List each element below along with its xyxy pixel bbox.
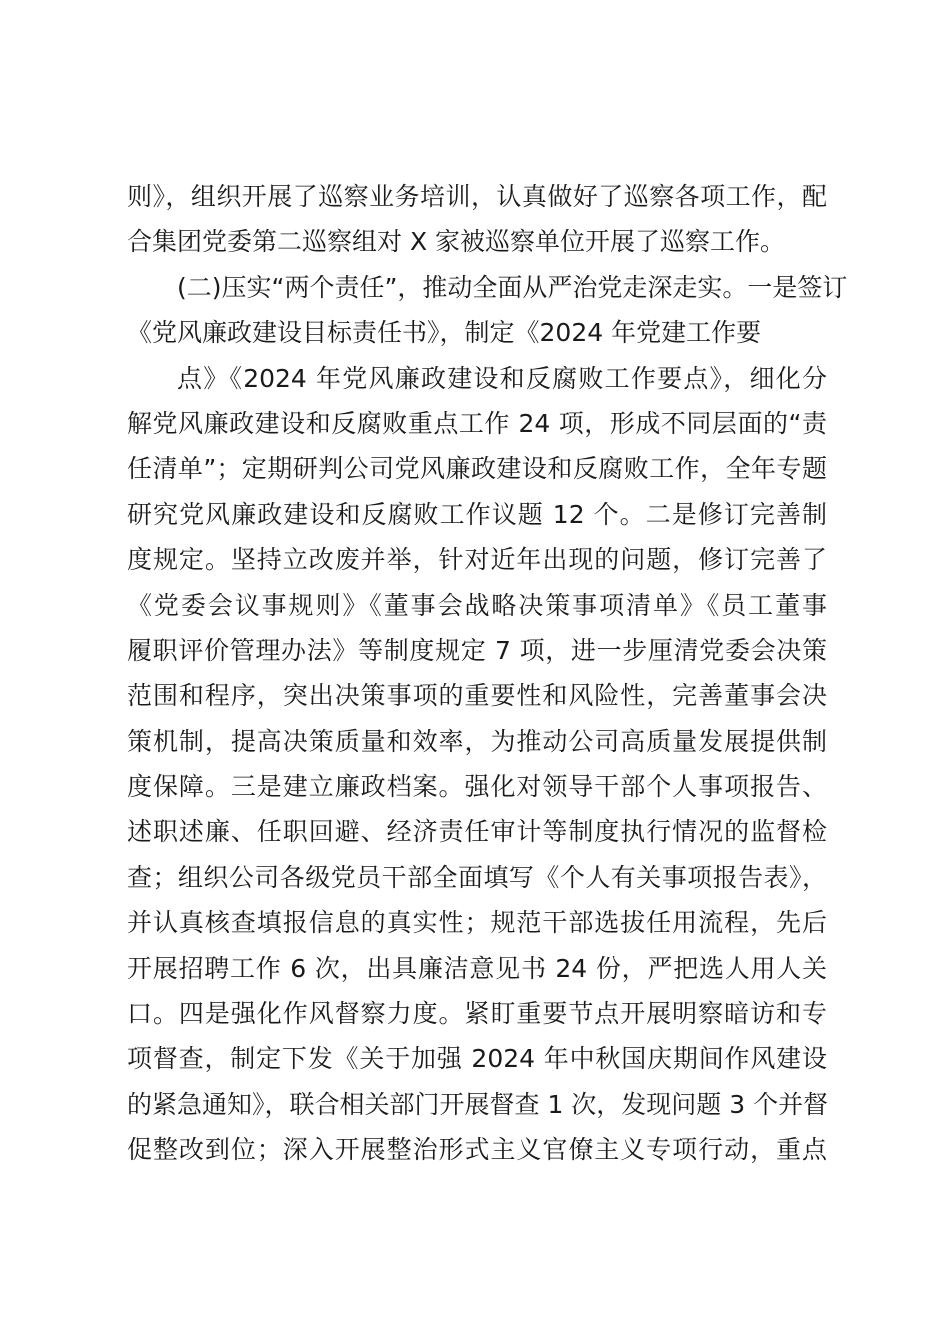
text-line: 并认真核查填报信息的真实性；规范干部选拔任用流程，先后 [127, 908, 827, 938]
text-line: 开展招聘工作 6 次，出具廉洁意见书 24 份，严把选人用人关 [127, 953, 827, 983]
text-line: 则》，组织开展了巡察业务培训，认真做好了巡察各项工作，配 [127, 182, 827, 211]
body-text [127, 174, 848, 1173]
text-line: 合集团党委第二巡察组对 X 家被巡察单位开展了巡察工作。 [127, 227, 786, 257]
text-line: 履职评价管理办法》等制度规定 7 项，进一步厘清党委会决策 [127, 635, 827, 665]
text-line: 述职述廉、任职回避、经济责任审计等制度执行情况的监督检 [127, 817, 827, 847]
text-line: 项督查，制定下发《关于加强 2024 年中秋国庆期间作风建设 [127, 1044, 827, 1074]
text-line: 度规定。坚持立改废并举，针对近年出现的问题，修订完善了 [127, 545, 827, 575]
text-line: 策机制，提高决策质量和效率，为推动公司高质量发展提供制 [127, 726, 827, 756]
text-line: 任清单”；定期研判公司党风廉政建设和反腐败工作，全年专题 [127, 454, 827, 484]
text-line: 研究党风廉政建设和反腐败工作议题 12 个。二是修订完善制 [127, 499, 827, 529]
text-line: 点》《2024 年党风廉政建设和反腐败工作要点》，细化分 [177, 363, 827, 393]
text-line: 查；组织公司各级党员干部全面填写《个人有关事项报告表》， [127, 862, 827, 892]
text-line: 的紧急通知》，联合相关部门开展督查 1 次，发现问题 3 个并督 [127, 1089, 829, 1119]
text-line: 口。四是强化作风督察力度。紧盯重要节点开展明察暗访和专 [127, 999, 827, 1029]
text-line: 促整改到位；深入开展整治形式主义官僚主义专项行动，重点 [127, 1135, 827, 1165]
text-line: 解党风廉政建设和反腐败重点工作 24 项，形成不同层面的“责 [127, 408, 827, 438]
text-line: 范围和程序，突出决策事项的重要性和风险性，完善董事会决 [127, 681, 827, 711]
text-line: 度保障。三是建立廉政档案。强化对领导干部个人事项报告、 [127, 772, 827, 802]
text-line: (二)压实“两个责任”，推动全面从严治党走深走实。一是签订 [177, 272, 848, 302]
text-line: 《党委会议事规则》《董事会战略决策事项清单》《员工董事 [127, 590, 827, 620]
text-line: 《党风廉政建设目标责任书》，制定《2024 年党建工作要 [127, 318, 762, 348]
